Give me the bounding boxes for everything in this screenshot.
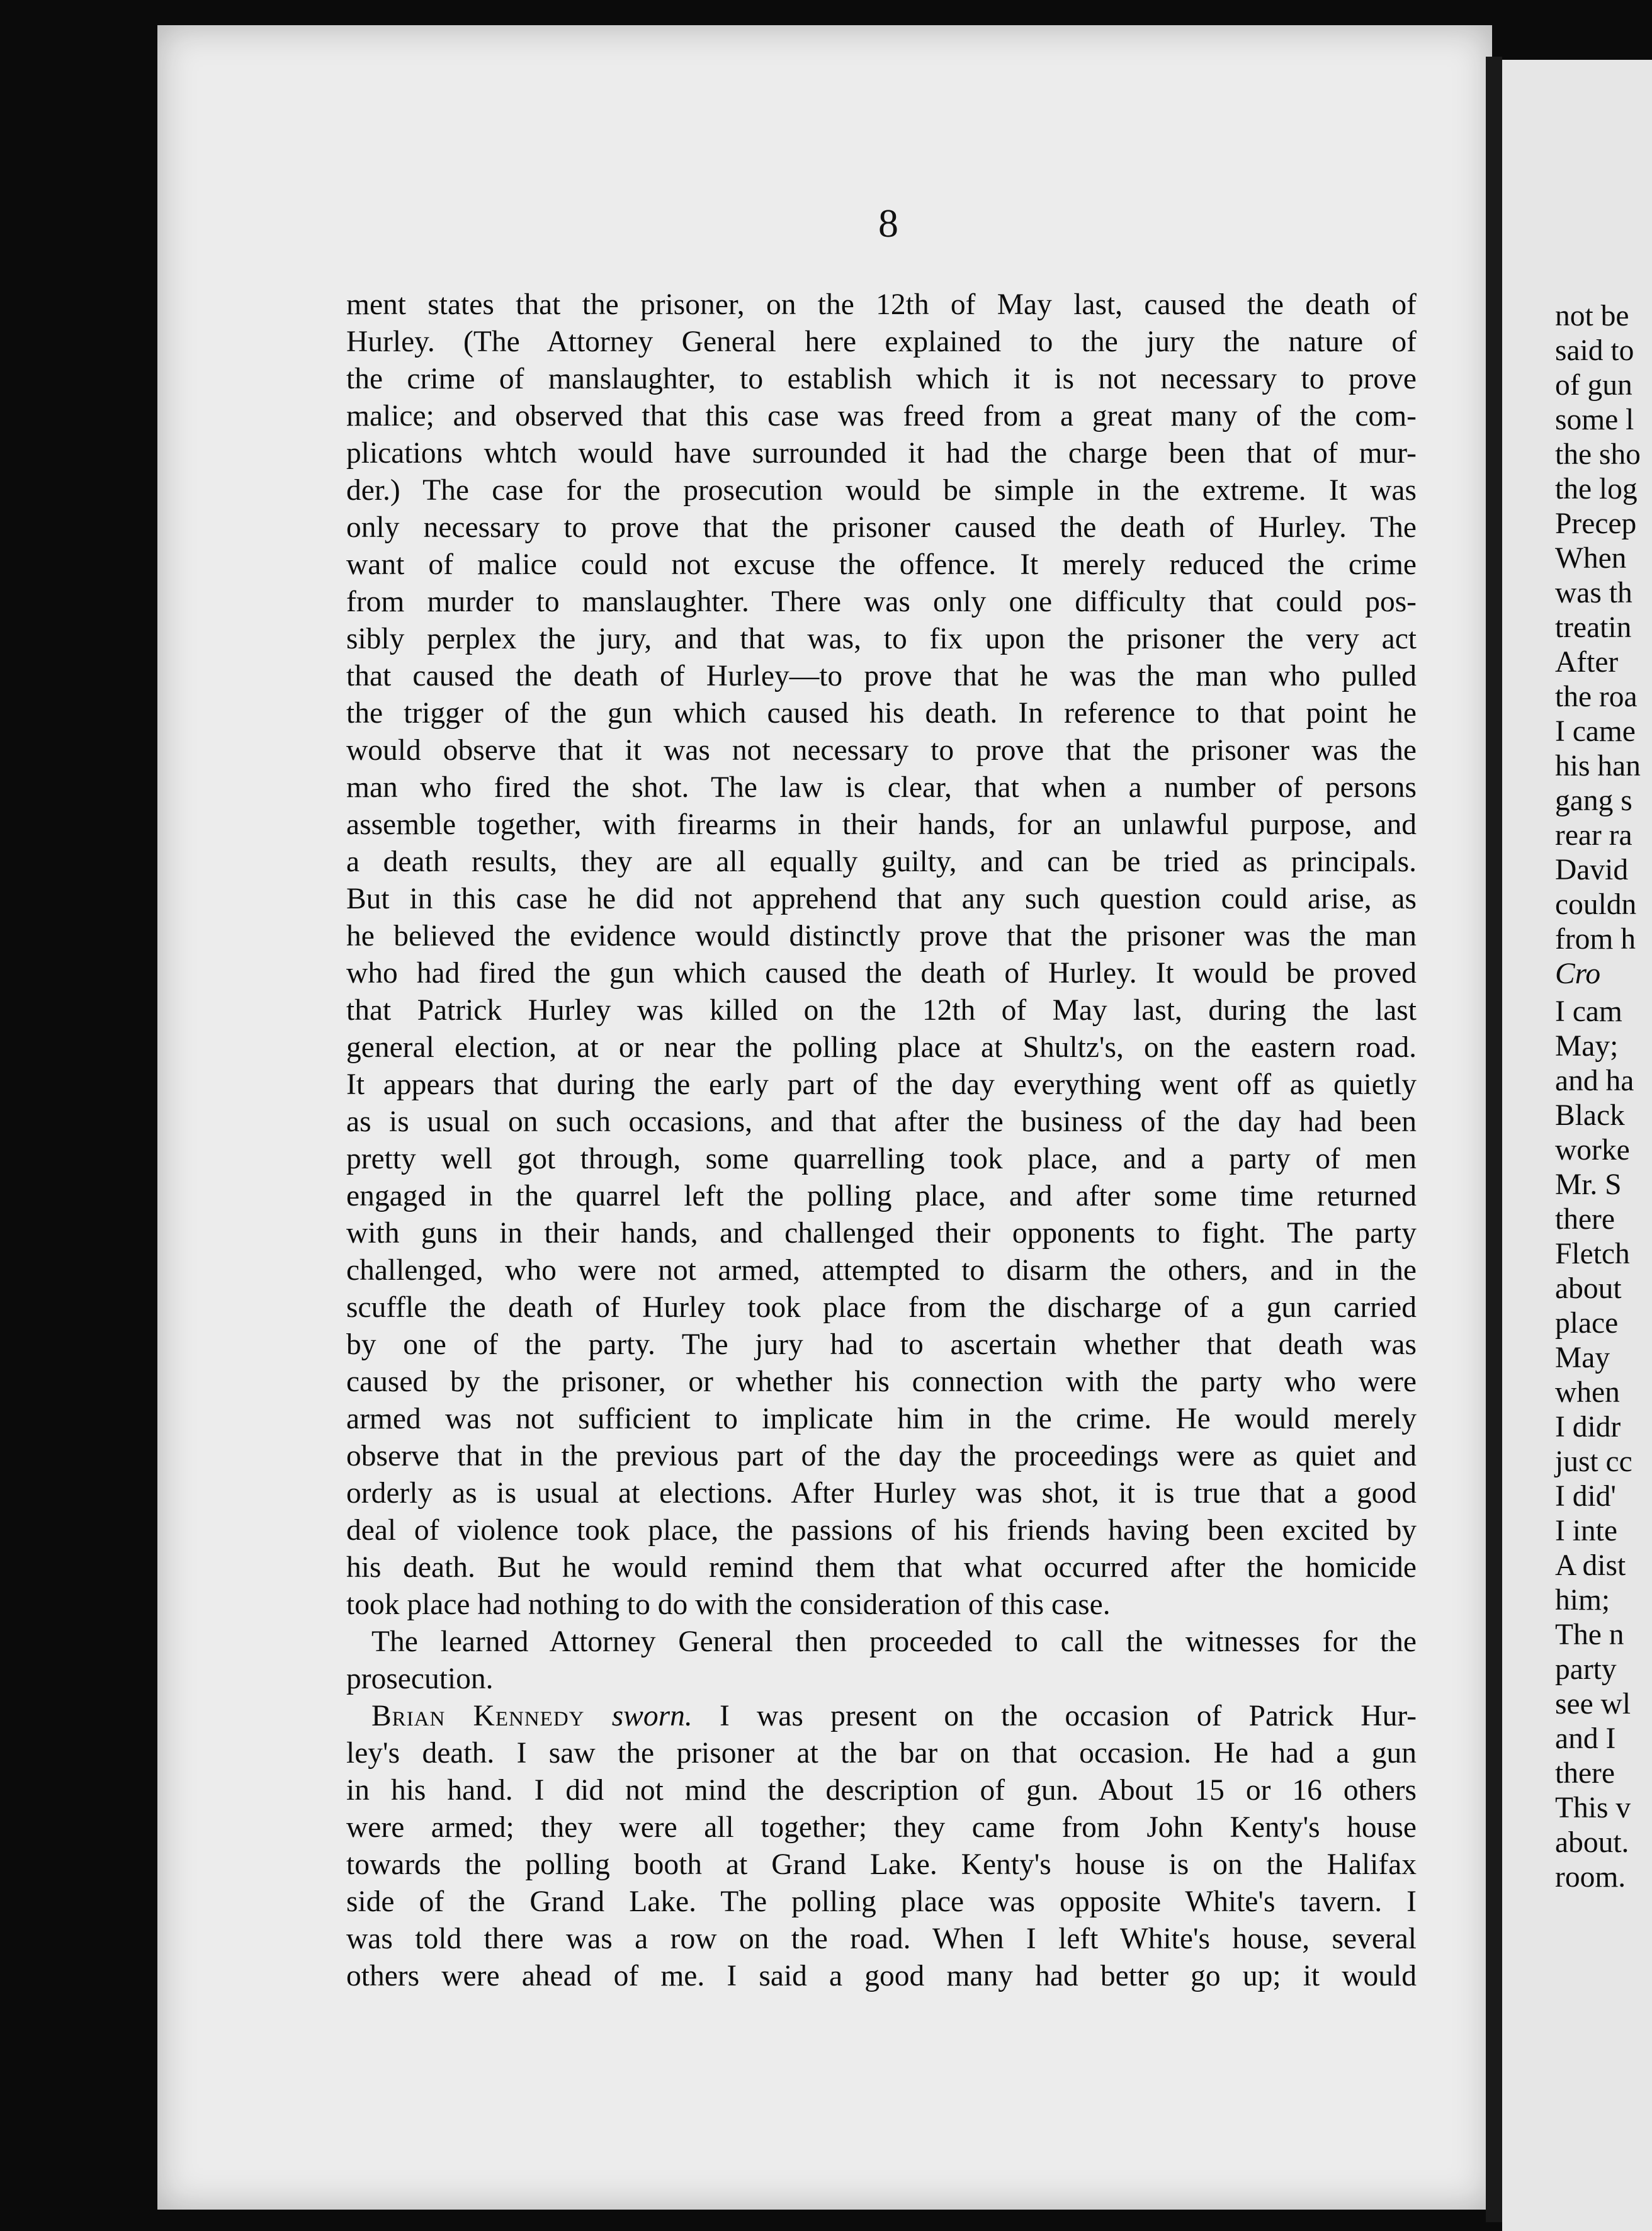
text-line: he believed the evidence would distinctly prove that the prisoner was the man: [346, 920, 1417, 952]
right-page-line: room.: [1555, 1861, 1626, 1894]
text-line: as is usual on such occasions, and that after the business of the day had been: [346, 1105, 1417, 1138]
text-line: with guns in their hands, and challenged their opponents to fight. The party: [346, 1217, 1417, 1250]
right-page-line: place: [1555, 1307, 1619, 1340]
text-line: assemble together, with firearms in their hands, for an unlawful purpose, and: [346, 808, 1417, 841]
right-page-line: there: [1555, 1757, 1615, 1790]
witness-first-line: [346, 1698, 1417, 1735]
text-line: caused by the prisoner, or whether his connection with the party who were: [346, 1365, 1417, 1398]
witness-text-line: in his hand. I did not mind the description of gun. About 15 or 16 others: [346, 1774, 1417, 1807]
right-page-line: When: [1555, 542, 1627, 575]
text-line: der.) The case for the prosecution would be simple in the extreme. It was: [346, 474, 1417, 507]
right-page-line: there: [1555, 1203, 1615, 1236]
right-page-line: This v: [1555, 1792, 1631, 1824]
right-page-line: treatin: [1555, 611, 1632, 644]
witness-text-line: others were ahead of me. I said a good many had better go up; it would: [346, 1960, 1417, 1992]
text-line: want of malice could not excuse the offence. It merely reduced the crime: [346, 548, 1417, 581]
witness-text-line: side of the Grand Lake. The polling place was opposite White's tavern. I: [346, 1885, 1417, 1918]
right-page-line: couldn: [1555, 888, 1637, 921]
text-line: by one of the party. The jury had to ascertain whether that death was: [346, 1328, 1417, 1361]
right-page-line: I did': [1555, 1480, 1616, 1513]
page-gutter: [1486, 57, 1502, 2222]
text-line: deal of violence took place, the passions of his friends having been excited by: [346, 1514, 1417, 1547]
text-line: prosecution.: [346, 1663, 494, 1695]
text-line: malice; and observed that this case was freed from a great many of the com-: [346, 400, 1417, 432]
text-line: that caused the death of Hurley—to prove that he was the man who pulled: [346, 660, 1417, 692]
text-line: the trigger of the gun which caused his death. In reference to that point he: [346, 697, 1417, 730]
right-page-line: see wl: [1555, 1688, 1631, 1720]
right-page-line: May;: [1555, 1030, 1619, 1063]
text-line: armed was not sufficient to implicate him in the crime. He would merely: [346, 1403, 1417, 1435]
text-line: engaged in the quarrel left the polling place, and after some time returned: [346, 1180, 1417, 1212]
text-line: ment states that the prisoner, on the 12th of May last, caused the death of: [346, 288, 1417, 321]
text-line: sibly perplex the jury, and that was, to fix upon the prisoner the very act: [346, 623, 1417, 655]
right-page-line: the roa: [1555, 681, 1638, 713]
right-page-line: Cro: [1555, 957, 1601, 990]
right-page-line: Fletch: [1555, 1238, 1630, 1270]
right-page-line: worke: [1555, 1134, 1630, 1166]
right-page-line: David: [1555, 854, 1629, 886]
right-page-line: the log: [1555, 473, 1638, 506]
text-line: observe that in the previous part of the day the proceedings were as quiet and: [346, 1440, 1417, 1472]
text-line: took place had nothing to do with the consideration of this case.: [346, 1588, 1111, 1621]
witness-name: Brian Kennedy: [371, 1700, 585, 1732]
text-line: only necessary to prove that the prisoner caused the death of Hurley. The: [346, 511, 1417, 544]
text-line: would observe that it was not necessary to prove that the prisoner was the: [346, 734, 1417, 767]
right-page-line: his han: [1555, 750, 1641, 782]
right-page-line: and I: [1555, 1722, 1616, 1755]
right-page-line: I came: [1555, 715, 1636, 748]
text-line: scuffle the death of Hurley took place from the discharge of a gun carried: [346, 1291, 1417, 1324]
right-page-line: of gun: [1555, 369, 1632, 402]
text-line: Hurley. (The Attorney General here explained to the jury the nature of: [346, 325, 1417, 358]
witness-text-line: towards the polling booth at Grand Lake. Kenty's house is on the Halifax: [346, 1848, 1417, 1881]
witness-sworn: sworn.: [611, 1700, 693, 1732]
page-number: 8: [878, 201, 898, 246]
right-page-line: some l: [1555, 404, 1634, 436]
text-line: a death results, they are all equally guilty, and can be tried as principals.: [346, 845, 1417, 878]
right-page-line: party: [1555, 1653, 1617, 1686]
right-page-line: about.: [1555, 1826, 1629, 1859]
body-text: [346, 286, 1417, 1995]
text-line: challenged, who were not armed, attempted to disarm the others, and in the: [346, 1254, 1417, 1287]
text-line: the crime of manslaughter, to establish which it is not necessary to prove: [346, 363, 1417, 395]
right-page-line: After: [1555, 646, 1619, 679]
text-line: The learned Attorney General then proceeded to call the witnesses for the: [371, 1625, 1417, 1658]
text-line: pretty well got through, some quarrelling took place, and a party of men: [346, 1143, 1417, 1175]
right-page-line: him;: [1555, 1584, 1610, 1617]
text-line: But in this case he did not apprehend that any such question could arise, as: [346, 883, 1417, 915]
witness-text-line: was told there was a row on the road. When I left White's house, several: [346, 1923, 1417, 1955]
right-page-line: I inte: [1555, 1515, 1617, 1547]
text-line: from murder to manslaughter. There was only one difficulty that could pos-: [346, 585, 1417, 618]
right-page-line: The n: [1555, 1618, 1624, 1651]
right-page-line: was th: [1555, 577, 1632, 609]
right-page-line: and ha: [1555, 1065, 1634, 1097]
witness-first-line-text: I was present on the occasion of Patrick Hur-: [719, 1700, 1417, 1732]
right-page-line: I cam: [1555, 995, 1622, 1028]
witness-text-line: were armed; they were all together; they came from John Kenty's house: [346, 1811, 1417, 1844]
right-page-line: the sho: [1555, 438, 1641, 471]
right-page-line: just cc: [1555, 1445, 1632, 1478]
right-page-line: May: [1555, 1341, 1610, 1374]
text-line: his death. But he would remind them that what occurred after the homicide: [346, 1551, 1417, 1584]
text-line: plications whtch would have surrounded it had the charge been that of mur-: [346, 437, 1417, 470]
text-line: general election, at or near the polling place at Shultz's, on the eastern road.: [346, 1031, 1417, 1064]
witness-text-line: ley's death. I saw the prisoner at the bar on that occasion. He had a gun: [346, 1737, 1417, 1770]
right-page-line: gang s: [1555, 784, 1632, 817]
right-page-line: Precep: [1555, 507, 1637, 540]
text-line: orderly as is usual at elections. After Hurley was shot, it is true that a good: [346, 1477, 1417, 1510]
right-page-line: Mr. S: [1555, 1168, 1622, 1201]
right-page-line: rear ra: [1555, 819, 1632, 852]
right-page-line: when: [1555, 1376, 1620, 1409]
right-page-line: about: [1555, 1272, 1622, 1305]
right-page-line: A dist: [1555, 1549, 1626, 1582]
text-line: man who fired the shot. The law is clear, that when a number of persons: [346, 771, 1417, 804]
text-line: that Patrick Hurley was killed on the 12th of May last, during the last: [346, 994, 1417, 1027]
right-page-line: not be: [1555, 300, 1629, 332]
right-page-line: Black: [1555, 1099, 1625, 1132]
text-line: who had fired the gun which caused the death of Hurley. It would be proved: [346, 957, 1417, 990]
text-line: It appears that during the early part of the day everything went off as quietly: [346, 1068, 1417, 1101]
right-page-line: from h: [1555, 923, 1636, 956]
right-page-line: said to: [1555, 334, 1634, 367]
right-page-line: I didr: [1555, 1411, 1621, 1443]
